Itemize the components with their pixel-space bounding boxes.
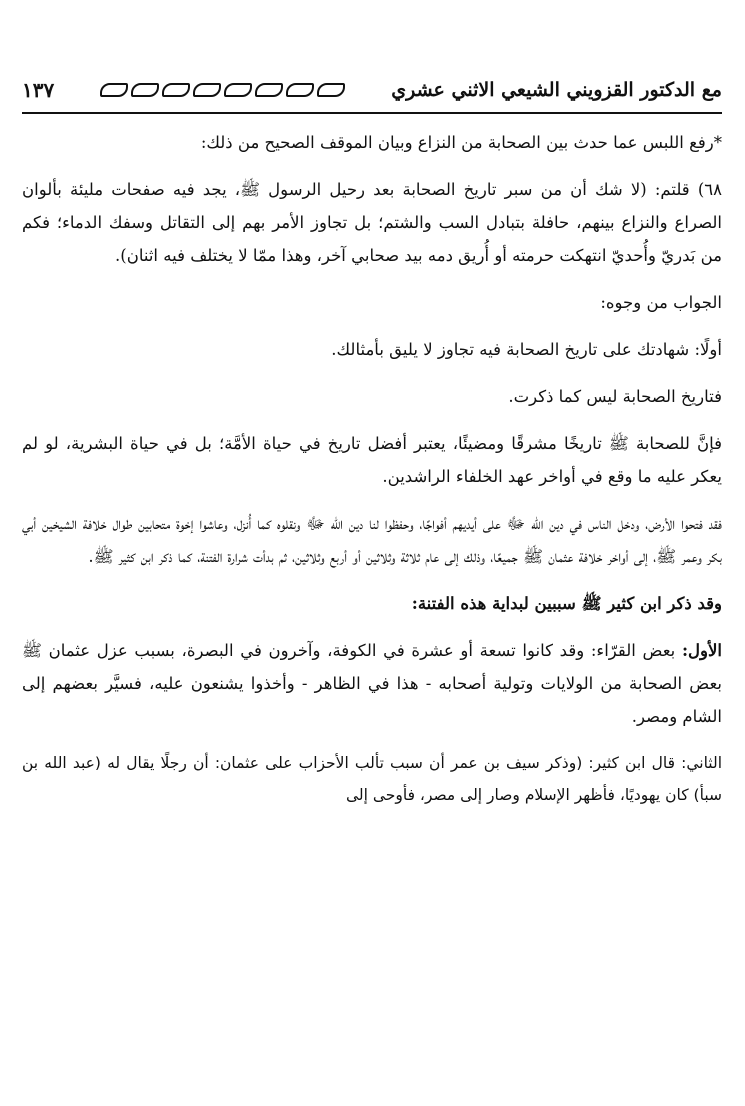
paragraph: فقد فتحوا الأرض، ودخل الناس في دين الله ﷻ على أيديهم أفواجًا، وحفظوا لنا دين الله ﷻ ونقلوه كما أُنزل، وعاشوا إخوة متحابين طوال خلافة الشيخين أبي بكر وعمر ﷺ، إلى أواخر خلافة عثمان ﷺ جميعًا، وذلك إلى عام ثلاثة وثلاثين أو أربع وثلاثين، ثم بدأت شرارة الفتنة، كما ذكر ابن كثير ﷺ. bbox=[22, 514, 722, 566]
ornament-leaf-icon bbox=[255, 83, 283, 97]
paragraph: فتاريخ الصحابة ليس كما ذكرت. bbox=[508, 387, 722, 406]
paragraph-lead: الأول: bbox=[681, 641, 722, 660]
ornament-leaf-icon bbox=[224, 83, 252, 97]
ornament-leaf-icon bbox=[286, 83, 314, 97]
answer-intro: الجواب من وجوه: bbox=[600, 293, 722, 312]
ornament-leaf-icon bbox=[131, 83, 159, 97]
ornament-leaf-icon bbox=[193, 83, 221, 97]
paragraph-second-cause: الثاني: قال ابن كثير: (وذكر سيف بن عمر أن سبب تألب الأحزاب على عثمان: أن رجلًا يقال له (عبد الله بن سبأ) كان يهوديًا، فأظهر الإسلام وصار إلى مصر، فأوحى إلى bbox=[22, 754, 722, 804]
section-heading: *رفع اللبس عما حدث بين الصحابة من النزاع وبيان الموقف الصحيح من ذلك: bbox=[200, 133, 722, 152]
page-header bbox=[22, 72, 722, 114]
paragraph: فإنَّ للصحابة ﷺ تاريخًا مشرقًا ومضيئًا، يعتبر أفضل تاريخ في حياة الأمَّة؛ بل في حياة البشرية، لو لم يعكر عليه ما وقع في أواخر عهد الخلفاء الراشدين. bbox=[22, 434, 722, 486]
ornament-leaf-icon bbox=[162, 83, 190, 97]
ornament-leaf-icon bbox=[317, 83, 345, 97]
page-number: ١٣٧ bbox=[22, 78, 55, 102]
vine-ornament-icon bbox=[62, 80, 383, 100]
paragraph-first-cause bbox=[22, 634, 722, 733]
paragraph-first-point: أولًا: شهادتك على تاريخ الصحابة فيه تجاوز لا يليق بأمثالك. bbox=[331, 340, 722, 359]
paragraph-body: بعض القرّاء: وقد كانوا تسعة أو عشرة في الكوفة، وآخرون في البصرة، بسبب عزل عثمان ﷺ بعض الصحابة من الولايات وتولية أصحابه - هذا في الظاهر - وأخذوا يشنعون عليه، فسيَّر بعضهم إلى الشام ومصر. bbox=[22, 641, 722, 726]
ornament-leaf-icon bbox=[100, 83, 128, 97]
document-page bbox=[22, 72, 722, 825]
running-title: مع الدكتور القزويني الشيعي الاثني عشري bbox=[391, 79, 722, 101]
quoted-claim-paragraph: ٦٨) قلتم: (لا شك أن من سبر تاريخ الصحابة بعد رحيل الرسول ﷺ، يجد فيه صفحات مليئة بألوان الصراع والنزاع بينهم، حافلة بتبادل السب والشتم؛ بل تجاوز الأمر بهم إلى التقاتل وسفك الدماء؛ فكم من بَدريّ وأُحديّ انتهكت حرمته أو أُريق دمه بيد صحابي آخر، وهذا ممّا لا يختلف فيه اثنان). bbox=[22, 180, 722, 265]
paragraph-two-causes: وقد ذكر ابن كثير ﷺ سببين لبداية هذه الفتنة: bbox=[411, 594, 722, 613]
